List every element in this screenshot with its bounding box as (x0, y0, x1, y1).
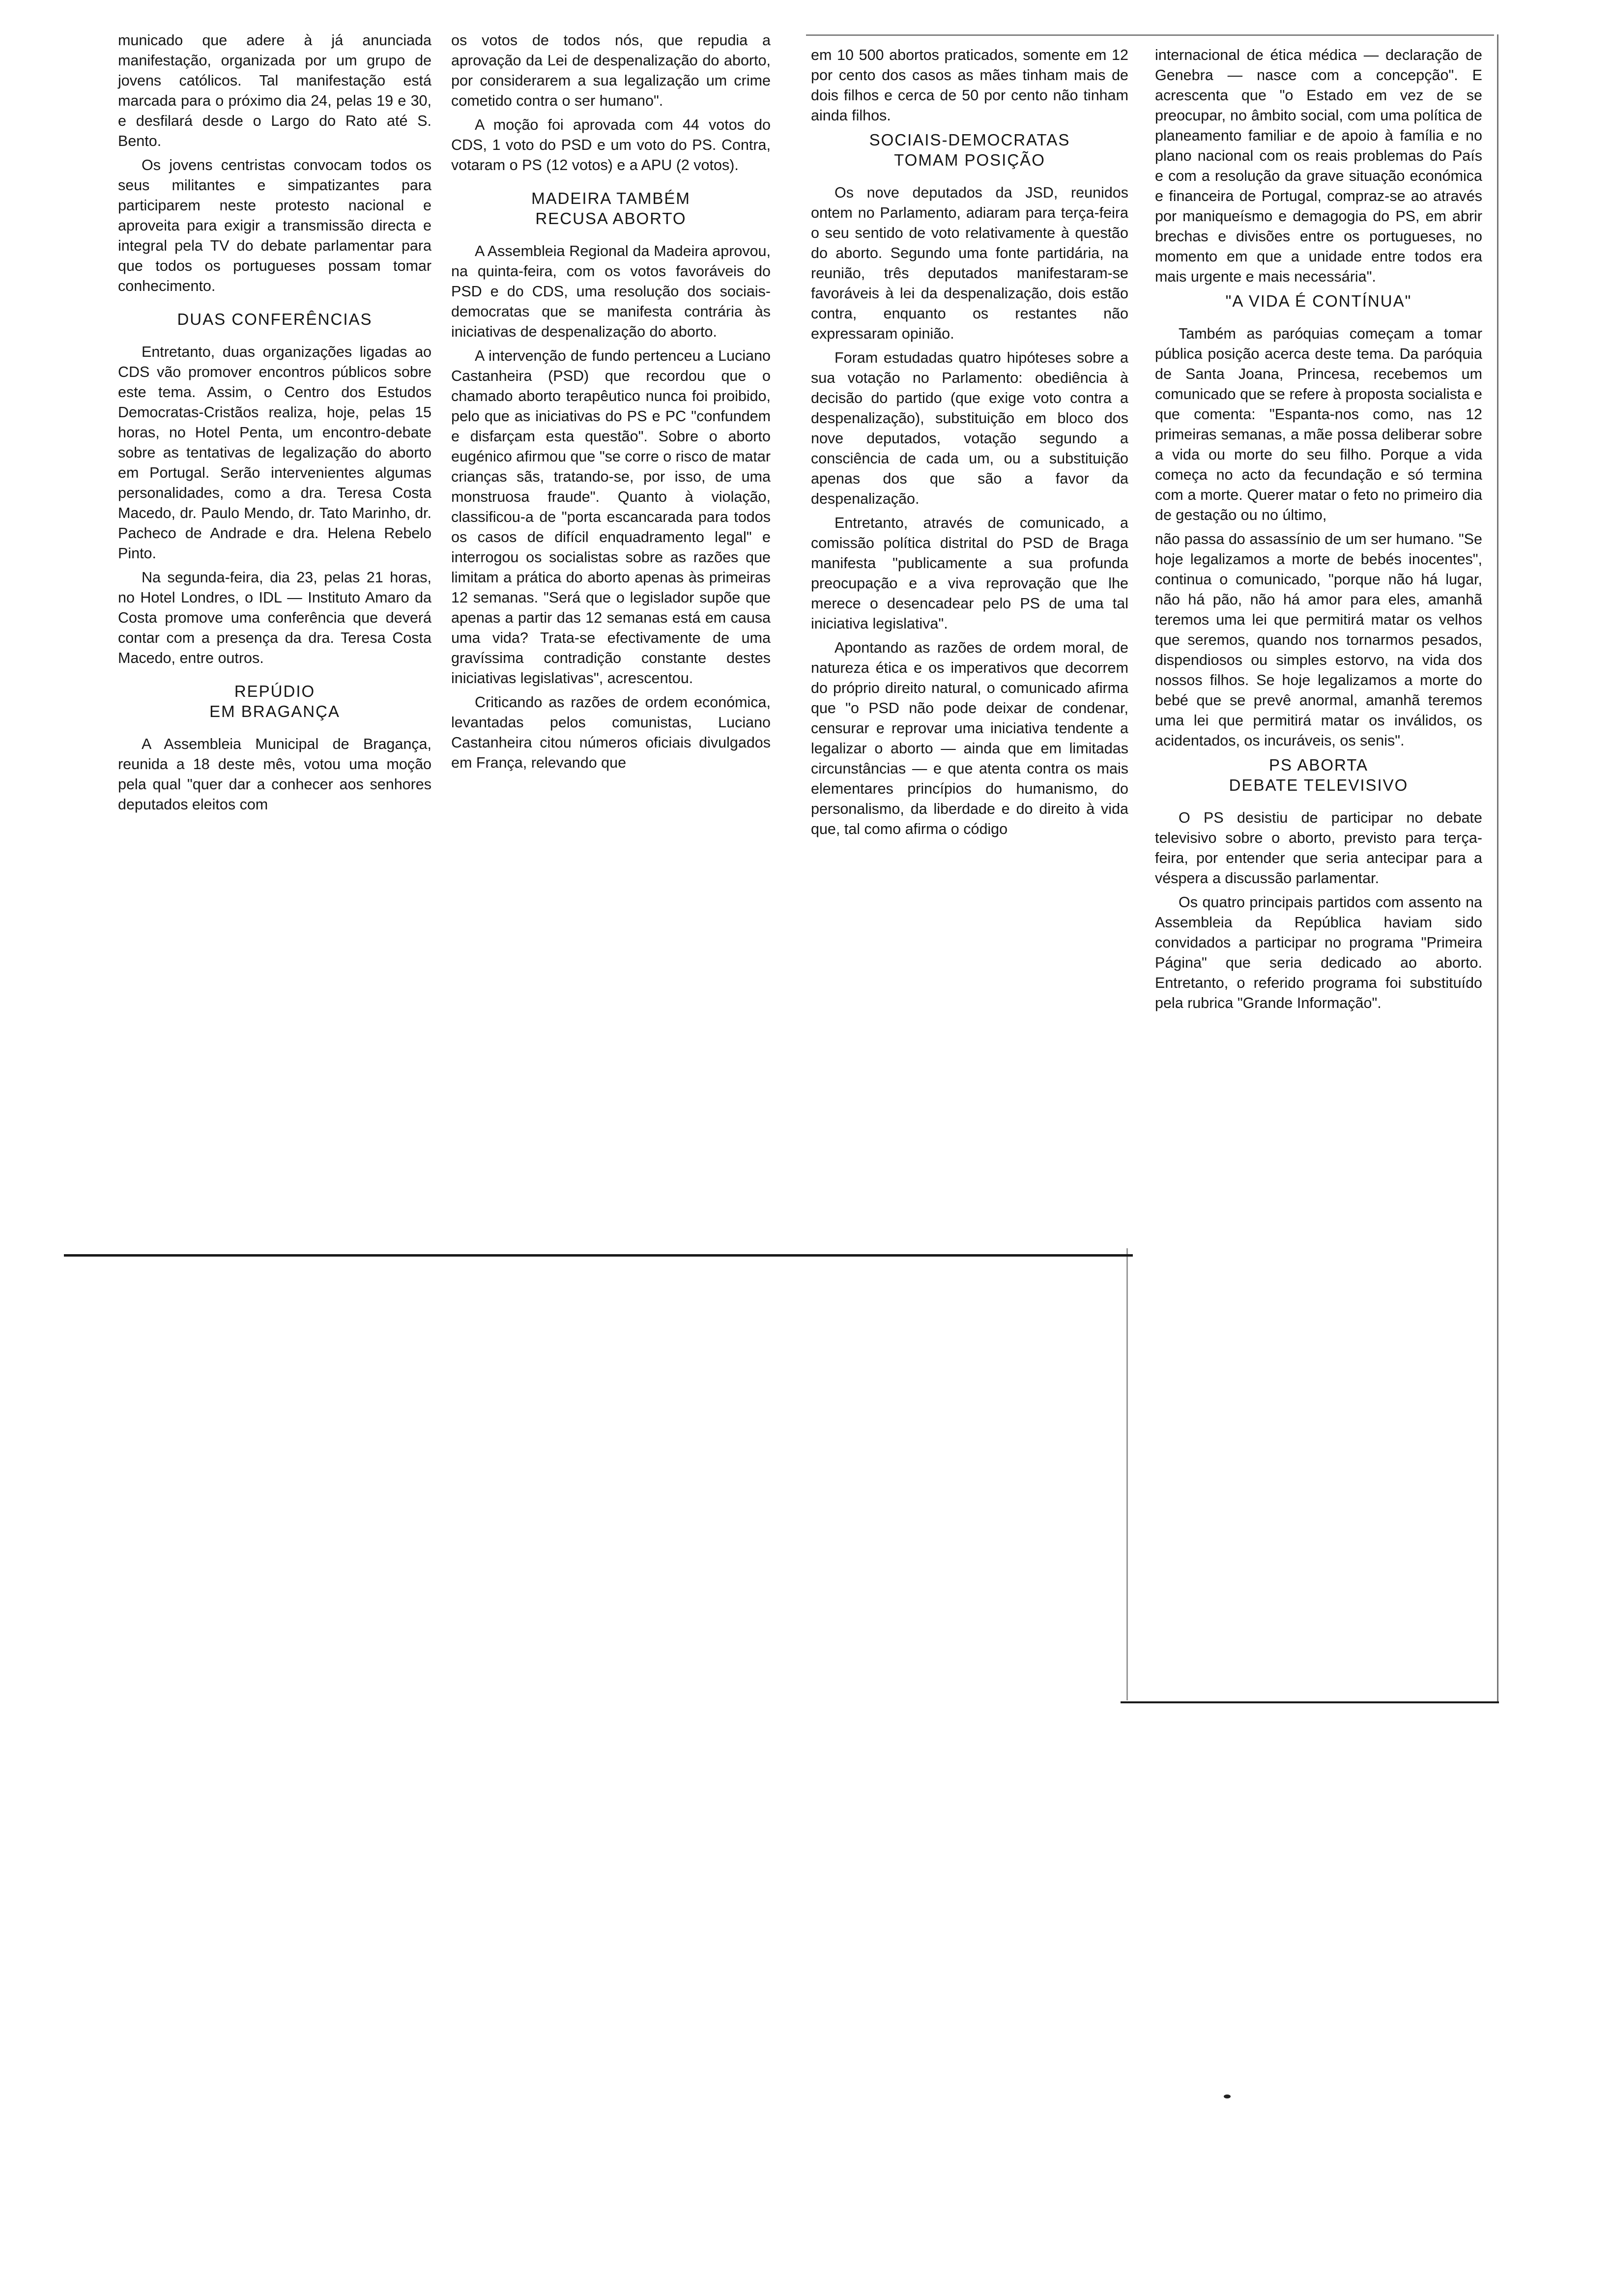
ink-speck (1224, 2095, 1231, 2098)
col1-paragraph-1: municado que adere à já anunciada manifestação, organizada por um grupo de jovens católicos. Tal manifestação está marcada para o próximo dia 24, pelas 19 e 30, e desfilará desde o Largo do Rato até S. Bento. (118, 32, 432, 149)
col2-paragraph-5: Criticando as razões de ordem económica, levantadas pelos comunistas, Luciano Castanheira citou números oficiais divulgados em França, relevando que (451, 694, 771, 771)
col1-paragraph-2: Os jovens centristas convocam todos os seus militantes e simpatizantes para participarem neste protesto nacional e aproveita para exigir a transmissão directa e integral pela TV do debate parlamentar para que todos os portugueses possam tomar conhecimento. (118, 157, 432, 294)
col3-paragraph-2: Os nove deputados da JSD, reunidos ontem no Parlamento, adiaram para terça-feira o seu sentido de voto relativamente à questão do aborto. Segundo uma fonte partidária, na reunião, três deputados manifestaram-se favoráveis à lei da despenalização, dois estão contra, enquanto os restantes não expressaram opinião. (811, 184, 1128, 342)
col3-paragraph-4: Entretanto, através de comunicado, a comissão política distrital do PSD de Braga manifesta "publicamente a sua profunda preocupação e a viva reprovação que lhe merece o desencadear pelo PS de uma tal iniciativa legislativa". (811, 515, 1128, 632)
col2-paragraph-3: A Assembleia Regional da Madeira aprovou, na quinta-feira, com os votos favoráveis do PSD e do CDS, uma resolução dos sociais-democratas que se manifesta contrária às iniciativas de despenalização do aborto. (451, 243, 771, 340)
col3-paragraph-3: Foram estudadas quatro hipóteses sobre a sua votação no Parlamento: obediência à decisão do partido (que exige voto contra a despenalização), substituição em bloco dos nove deputados, votação segundo a consciência de cada um, ou a substituição apenas dos que são a favor da despenalização. (811, 349, 1128, 507)
heading-a-vida-e-continua: "A VIDA É CONTÍNUA" (1225, 292, 1412, 310)
bottom-rule-right (1121, 1701, 1499, 1703)
column-2 (451, 30, 771, 777)
col3-paragraph-5: Apontando as razões de ordem moral, de natureza ética e os imperativos que decorrem do próprio direito natural, o comunicado afirma que "o PSD não pode deixar de condenar, censurar e reprovar uma iniciativa tendente a legalizar o aborto — ainda que em limitadas circunstâncias — e que atenta contra os mais elementares princípios do humanismo, do personalismo, da liberdade e do direito à vida que, tal como afirma o código (811, 639, 1128, 837)
col4-paragraph-4: O PS desistiu de participar no debate televisivo sobre o aborto, previsto para terça-feira, por entender que seria antecipar para a véspera a discussão parlamentar. (1155, 809, 1482, 887)
col1-paragraph-5: A Assembleia Municipal de Bragança, reunida a 18 deste mês, votou uma moção pela qual "quer dar a conhecer aos senhores deputados eleitos com (118, 736, 432, 813)
col4-paragraph-1: internacional de ética médica — declaração de Genebra — nasce com a concepção". E acrescenta que "o Estado em vez de se preocupar, no âmbito social, com uma política de planeamento familiar e de apoio à família e no plano nacional com os reais problemas do País e com a resolução da grave situação económica e financeira de Portugal, compraz-se ao através por maniqueísmo e demagogia do PS, em abrir brechas e divisões entre os portugueses, no momento em que a unidade entre todos era mais urgente e mais necessária". (1155, 47, 1482, 285)
top-cut-line (806, 34, 1494, 36)
col2-paragraph-2: A moção foi aprovada com 44 votos do CDS, 1 voto do PSD e um voto do PS. Contra, votaram o PS (12 votos) e a APU (2 votos). (451, 116, 771, 173)
right-column-left-edge (1126, 1248, 1128, 1700)
col1-paragraph-4: Na segunda-feira, dia 23, pelas 21 horas, no Hotel Londres, o IDL — Instituto Amaro da Costa promove uma conferência que deverá contar com a presença da dra. Teresa Costa Macedo, entre outros. (118, 569, 432, 666)
heading-duas-conferencias: DUAS CONFERÊNCIAS (177, 310, 373, 328)
col4-paragraph-5: Os quatro principais partidos com assento na Assembleia da República haviam sido convidados a participar no programa "Primeira Página" que seria dedicado ao aborto. Entretanto, o referido programa foi substituído pela rubrica "Grande Informação". (1155, 894, 1482, 1011)
col2-paragraph-1: os votos de todos nós, que repudia a aprovação da Lei de despenalização do aborto, por considerarem a sua legalização um crime cometido contra o ser humano". (451, 32, 771, 109)
col4-paragraph-3: não passa do assassínio de um ser humano. "Se hoje legalizamos a morte de bebés inocentes", continua o comunicado, "porque não há lugar, não há pão, não há amor para eles, amanhã teremos uma lei que permitirá matar os velhos que seremos, quando nos tornarmos pesados, dispendiosos ou simples estorvo, na vida dos nossos filhos. Se hoje legalizamos a morte do bebé que se prevê anormal, amanhã teremos uma lei que permitirá matar os inválidos, os acidentados, os incuráveis, os senis". (1155, 531, 1482, 749)
col2-paragraph-4: A intervenção de fundo pertenceu a Luciano Castanheira (PSD) que recordou que o chamado aborto terapêutico nunca foi proibido, pelo que as iniciativas do PS e PC "confundem e disfarçam esta questão". Sobre o aborto eugénico afirmou que "se corre o risco de matar crianças sãs, tratando-se, por isso, de uma monstruosa fraude". Quanto à violação, classificou-a de "porta escancarada para todos os casos de difícil enquadramento legal" e interrogou os socialistas sobre as razões que limitam a prática do aborto apenas às primeiras 12 semanas. "Será que o legislador supõe que apenas a partir das 12 semanas está em causa uma vida? Trata-se efectivamente de uma gravíssima contradição constante destes iniciativas legislativas", acrescentou. (451, 347, 771, 687)
bottom-rule-left (64, 1254, 1133, 1257)
heading-madeira-tambem: MADEIRA TAMBÉM RECUSA ABORTO (531, 189, 691, 228)
col4-paragraph-2: Também as paróquias começam a tomar pública posição acerca deste tema. Da paróquia de Santa Joana, Princesa, recebemos um comunicado que se refere à proposta socialista e que comenta: "Espanta-nos como, nas 12 primeiras semanas, a mãe possa deliberar sobre a vida ou morte do seu filho. Porque a vida começa no acto da fecundação e só termina com a morte. Querer matar o feto no primeiro dia de gestação ou no último, (1155, 325, 1482, 523)
column-1 (118, 30, 432, 819)
right-cut-edge (1497, 34, 1498, 1703)
column-3 (811, 45, 1128, 843)
heading-repudio-braganca: REPÚDIO EM BRAGANÇA (209, 682, 340, 720)
col3-paragraph-1: em 10 500 abortos praticados, somente em 12 por cento dos casos as mães tinham mais de dois filhos e cerca de 50 por cento não tinham ainda filhos. (811, 47, 1128, 124)
col1-paragraph-3: Entretanto, duas organizações ligadas ao CDS vão promover encontros públicos sobre este tema. Assim, o Centro dos Estudos Democratas-Cristãos realiza, hoje, pelas 15 horas, no Hotel Penta, um encontro-debate sobre as tentativas de legalização do aborto em Portugal. Serão intervenientes algumas personalidades, como a dra. Teresa Costa Macedo, dr. Paulo Mendo, dr. Tato Marinho, dr. Pacheco de Andrade e dra. Helena Rebelo Pinto. (118, 344, 432, 562)
heading-ps-aborta: PS ABORTA DEBATE TELEVISIVO (1229, 756, 1409, 794)
column-4 (1155, 45, 1482, 1017)
heading-sociais-democratas: SOCIAIS-DEMOCRATAS TOMAM POSIÇÃO (869, 131, 1070, 169)
